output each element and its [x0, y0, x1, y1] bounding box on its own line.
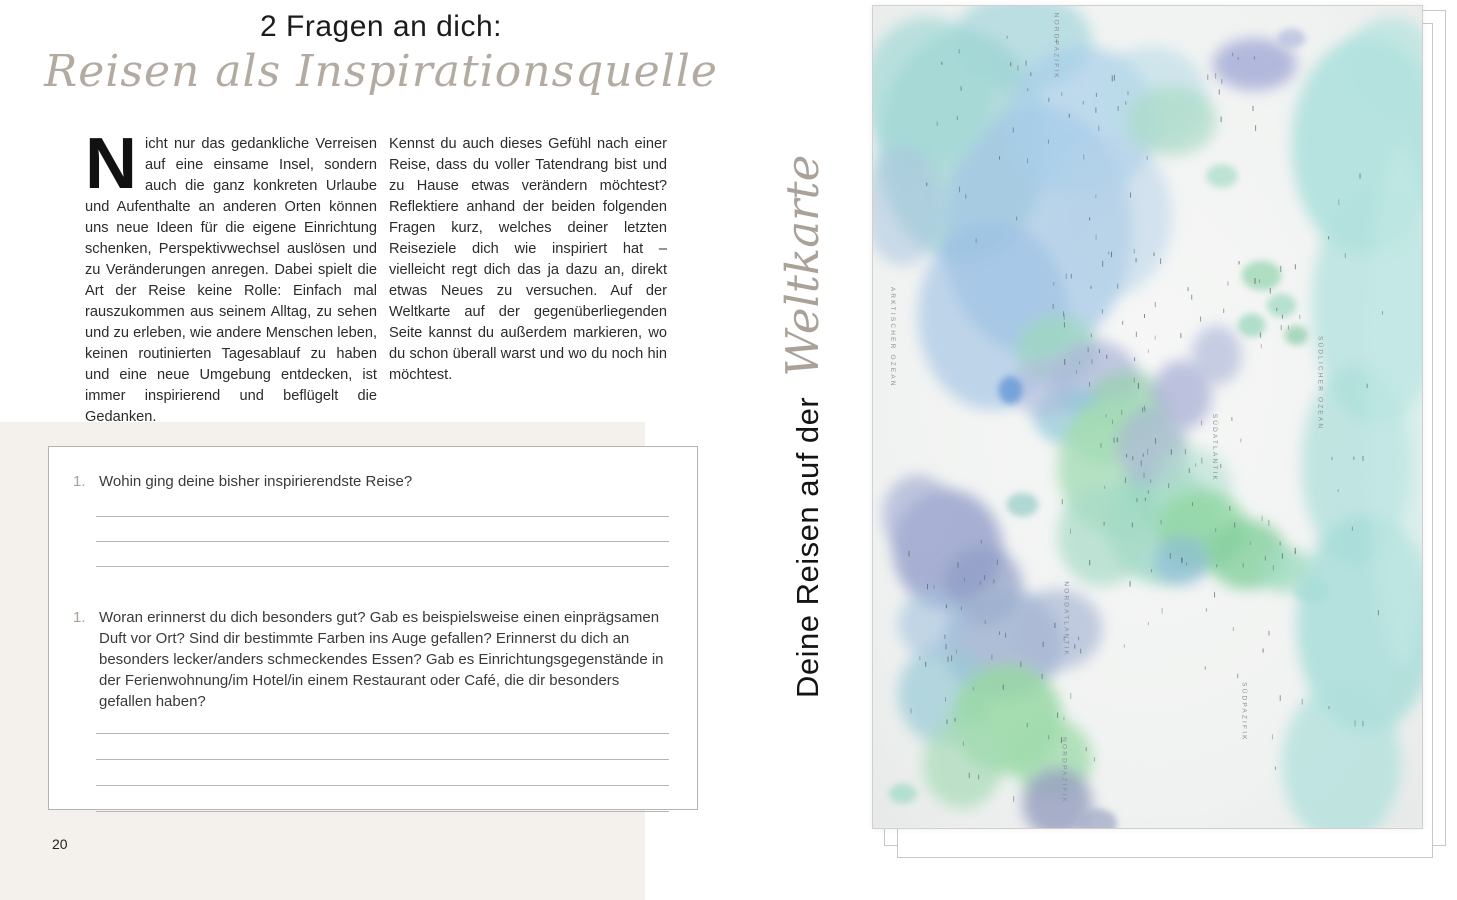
- question-2-answer-lines: [96, 708, 669, 812]
- vertical-title-script: Weltkarte: [776, 154, 829, 377]
- intro-text-columns: [85, 124, 667, 428]
- question-1: [73, 471, 669, 567]
- answer-line: [96, 517, 669, 542]
- watercolor-world-map: [873, 6, 1422, 828]
- ocean-label-nordpazifik-bottom: NORDPAZIFIK: [1060, 737, 1068, 805]
- question-box: [48, 446, 698, 810]
- intro-column-2: Kennst du auch dieses Gefühl nach einer Reise, dass du voller Tatendrang bist und zu Hause etwas verändern möchtest? Reflektiere anhand der beiden folgenden Fragen kurz, welches deiner letzten Reiseziele dich wie inspiriert hat – vielleicht regt dich das ja dazu an, direkt etwas Neues zu versuchen. Auf der Weltkarte auf der gegenüberliegenden Seite kannst du außerdem markieren, wo du schon überall warst und wo du noch hin möchtest.: [389, 136, 667, 383]
- intro-column-1: [85, 124, 377, 428]
- answer-line: [96, 786, 669, 812]
- question-2-number: 1.: [73, 609, 86, 626]
- vertical-chapter-title: [776, 154, 862, 698]
- question-1-number: 1.: [73, 473, 86, 490]
- ocean-label-nordpazifik-top: NORDPAZIFIK: [1052, 12, 1060, 80]
- answer-line: [96, 492, 669, 517]
- ocean-label-nordatlantik: NORDATLANTIK: [1062, 581, 1070, 658]
- vertical-title-plain: Deine Reisen auf der: [790, 396, 825, 698]
- page-subtitle-script: Reisen als Inspirationsquelle: [44, 46, 718, 97]
- intro-column-1-text: icht nur das gedankliche Verreisen auf eine einsame Insel, sondern auch die ganz konkreten Urlaube und Aufenthalte an anderen Orten können uns neue Ideen für die eigene Einrichtung schenken, Perspektivwechsel auslösen und zu Veränderungen anregen. Dabei spielt die Art der Reise keine Rolle: Einfach mal rauszukommen aus seinem Alltag, zu sehen und zu erleben, wie andere Menschen leben, keinen routinierten Tagesablauf zu haben und eine neue Umgebung entdecken, ist immer inspirierend und beflügelt die Gedanken.: [85, 136, 377, 425]
- page-header: [0, 0, 762, 97]
- answer-line: [96, 734, 669, 760]
- ocean-label-suedatlantik: SÜDATLANTIK: [1210, 413, 1218, 482]
- answer-line: [96, 760, 669, 786]
- ocean-label-suedlicher-ozean: SÜDLICHER OZEAN: [1316, 335, 1324, 431]
- world-map-poster: [872, 5, 1423, 829]
- question-2: [73, 607, 669, 812]
- question-1-text: Wohin ging deine bisher inspirierendste Reise?: [99, 473, 413, 490]
- page-title: 2 Fragen an dich:: [260, 10, 502, 43]
- page-number: 20: [52, 836, 68, 852]
- question-1-answer-lines: [96, 492, 669, 567]
- question-2-text: Woran erinnerst du dich besonders gut? Gab es beispielsweise einen einprägsamen Duft vor Ort? Sind dir bestimmte Farben ins Auge gefallen? Erinnerst du dich an besonders lecker/anders schmeckendes Essen? Gab es Einrichtungsgegenstände in der Ferienwohnung/im Hotel/in einem Restaurant oder Café, die dir besonders gefallen haben?: [99, 609, 664, 710]
- dropcap-letter: N: [85, 124, 137, 204]
- ocean-label-arktischer-ozean: ARKTISCHER OZEAN: [888, 286, 896, 388]
- answer-line: [96, 542, 669, 567]
- ocean-label-suedpazifik: SÜDPAZIFIK: [1240, 682, 1248, 742]
